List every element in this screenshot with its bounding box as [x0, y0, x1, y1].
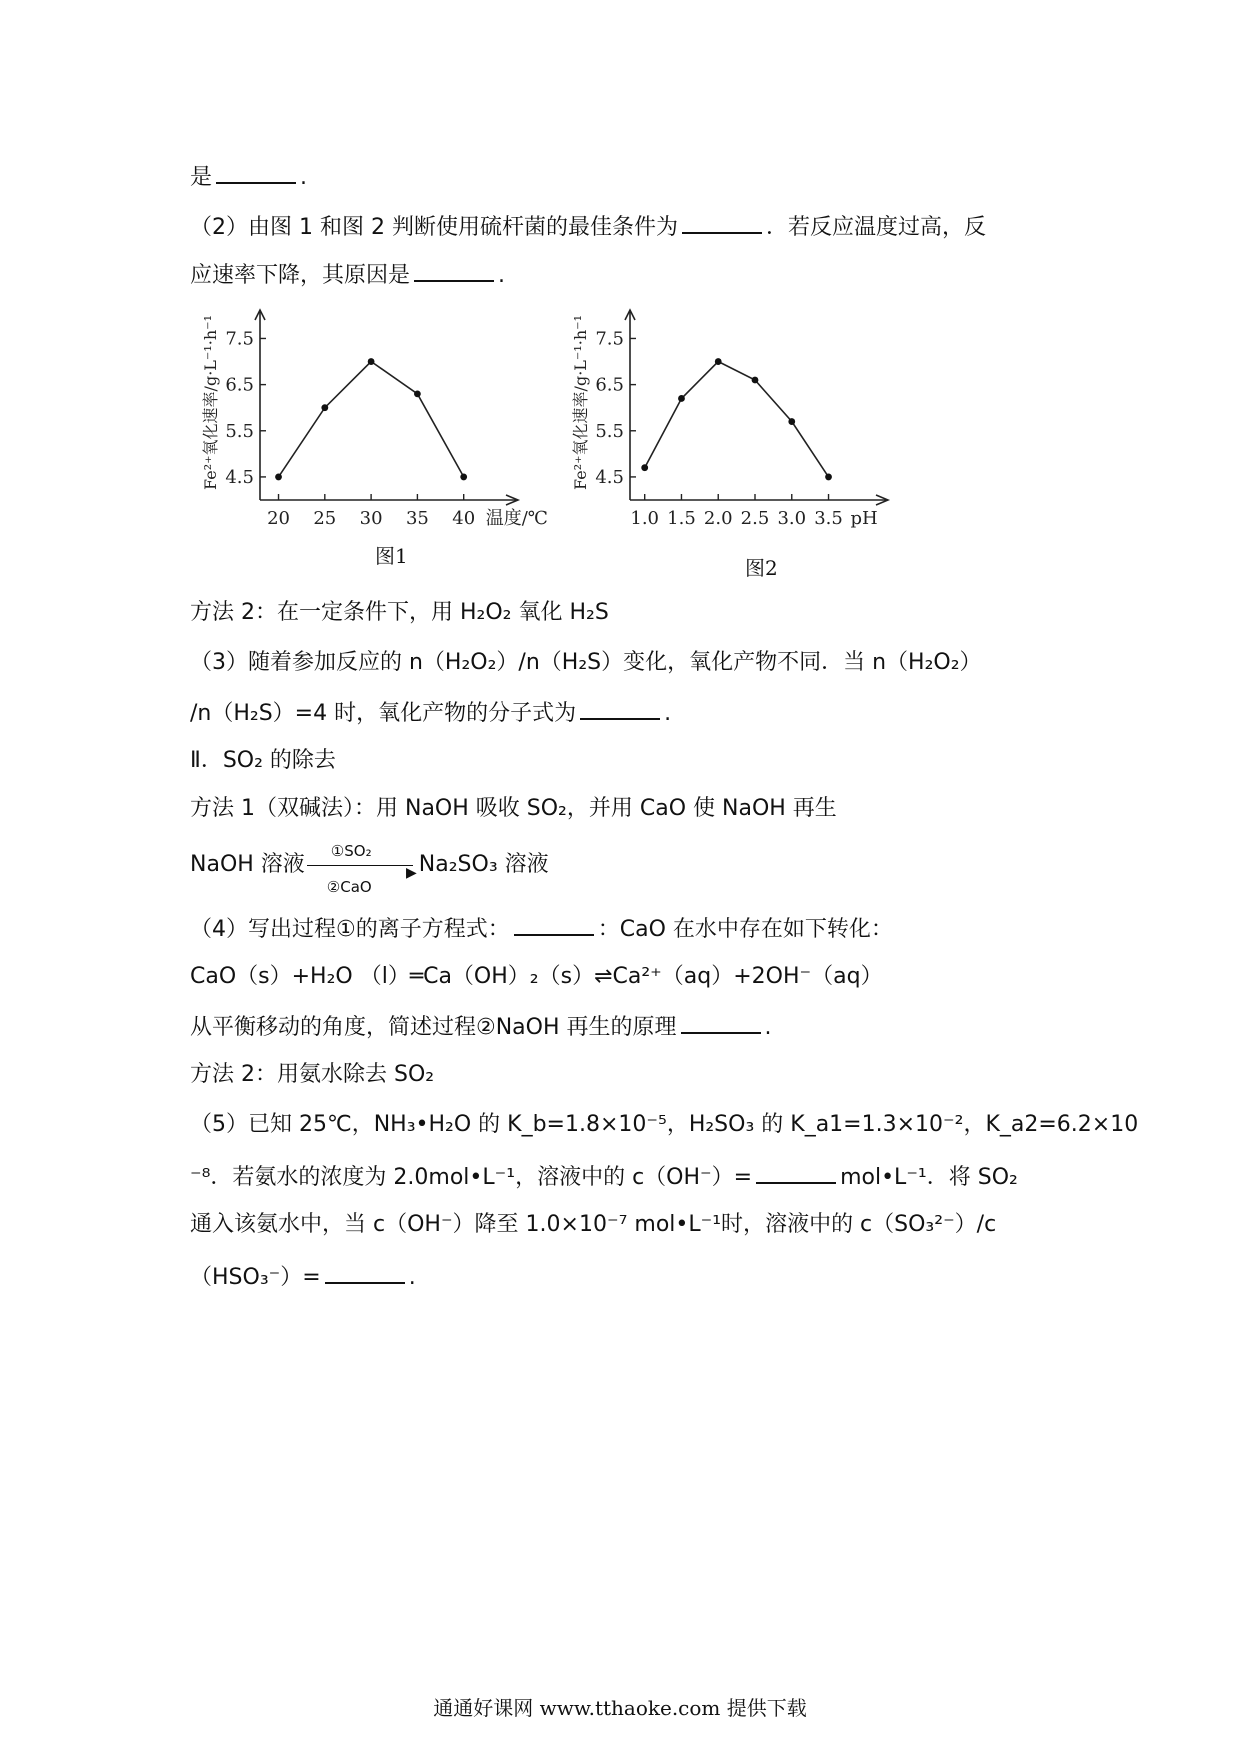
y-tick-label: 7.5	[225, 328, 254, 350]
answer-blank	[756, 1160, 836, 1184]
question-3-line-2	[190, 696, 671, 729]
text-q4a: （4）写出过程①的离子方程式：	[190, 917, 510, 942]
section-2-heading: Ⅱ．SO₂ 的除去	[190, 748, 336, 773]
text-q5d-end: .	[408, 1265, 416, 1290]
text-q2c: 应速率下降，其原因是	[190, 263, 411, 288]
y-axis-label: Fe²⁺氧化速率/g·L⁻¹·h⁻¹	[571, 314, 590, 490]
question-4-line-3	[190, 1010, 772, 1043]
text-q5d: （HSO₃⁻）=	[190, 1265, 321, 1290]
x-tick-label: 35	[405, 508, 429, 529]
y-tick-label: 6.5	[595, 374, 624, 396]
question-2-line-2	[190, 258, 505, 291]
text-q4c-end: .	[764, 1015, 772, 1040]
chart-svg	[190, 310, 548, 540]
y-tick-label: 4.5	[225, 466, 254, 488]
y-tick-label: 6.5	[225, 374, 254, 396]
data-point	[460, 474, 467, 481]
cao-equilibrium-equation: CaO（s）+H₂O （l）═Ca（OH）₂（s）⇌Ca²⁺（aq）+2OH⁻（aq）	[190, 964, 883, 989]
data-point	[678, 395, 685, 402]
text-q2a: （2）由图 1 和图 2 判断使用硫杆菌的最佳条件为	[190, 215, 678, 240]
data-point	[752, 377, 759, 384]
question-5-line-4	[190, 1260, 416, 1293]
text-q3-end: .	[664, 701, 672, 726]
answer-blank	[514, 912, 594, 936]
y-tick-label: 4.5	[595, 466, 624, 488]
text-l1-end: .	[300, 165, 308, 190]
data-point	[788, 418, 795, 425]
question-3-line-1: （3）随着参加反应的 n（H₂O₂）/n（H₂S）变化，氧化产物不同．当 n（H₂O₂）	[190, 650, 982, 675]
data-point	[368, 358, 375, 365]
data-point	[825, 474, 832, 481]
question-5-line-3: 通入该氨水中，当 c（OH⁻）降至 1.0×10⁻⁷ mol•L⁻¹时，溶液中的 c（SO₃²⁻）/c	[190, 1212, 997, 1237]
text-line-1	[190, 160, 307, 193]
page-footer: 通通好课网 www.tthaoke.com 提供下载	[433, 1696, 807, 1720]
x-tick-label: 1.0	[630, 508, 660, 529]
figure-1-chart	[190, 310, 548, 540]
question-5-line-2	[190, 1160, 1018, 1193]
y-tick-label: 7.5	[595, 328, 624, 350]
arrow-shaft	[307, 865, 413, 866]
question-5-line-1: （5）已知 25℃，NH₃•H₂O 的 K_b=1.8×10⁻⁵，H₂SO₃ 的 K_a1=1.3×10⁻²，K_a2=6.2×10	[190, 1112, 1139, 1137]
answer-blank	[325, 1260, 405, 1284]
data-point	[641, 464, 648, 471]
data-point	[275, 474, 282, 481]
y-tick-label: 5.5	[595, 420, 624, 442]
data-point	[414, 390, 421, 397]
answer-blank	[682, 210, 762, 234]
x-tick-label: 25	[313, 508, 337, 529]
answer-blank	[414, 258, 494, 282]
reversible-arrow	[307, 842, 417, 896]
x-tick-label: 3.5	[814, 508, 843, 529]
x-tick-label: 20	[267, 508, 290, 529]
eq-left: NaOH 溶液	[190, 852, 305, 877]
series-line	[279, 362, 464, 477]
text-q5b2: mol•L⁻¹．将 SO₂	[840, 1165, 1018, 1190]
figure-1-caption: 图1	[375, 544, 408, 568]
regeneration-equation	[190, 842, 549, 896]
x-axis-label: pH	[850, 508, 878, 529]
method-2-h2o2: 方法 2：在一定条件下，用 H₂O₂ 氧化 H₂S	[190, 600, 609, 625]
figure-2-chart	[560, 310, 900, 540]
question-2-line-1	[190, 210, 986, 243]
data-point	[715, 358, 722, 365]
x-tick-label: 1.5	[667, 508, 696, 529]
x-axis-label: 温度/℃	[485, 508, 548, 529]
answer-blank	[216, 160, 296, 184]
series-line	[645, 362, 829, 477]
text-q2b: ．若反应温度过高，反	[765, 215, 986, 240]
data-point	[321, 404, 328, 411]
text-q4b: ：CaO 在水中存在如下转化：	[597, 917, 893, 942]
x-tick-label: 2.0	[703, 508, 733, 529]
text-q3b: /n（H₂S）=4 时，氧化产物的分子式为	[190, 701, 577, 726]
answer-blank	[681, 1010, 761, 1034]
eq-right: Na₂SO₃ 溶液	[418, 852, 549, 877]
arrow-head-icon: ▶	[406, 865, 417, 881]
x-tick-label: 30	[359, 508, 383, 529]
x-tick-label: 40	[452, 508, 476, 529]
text-l1: 是	[190, 165, 213, 190]
chart-svg	[560, 310, 900, 540]
y-tick-label: 5.5	[225, 420, 254, 442]
figure-2-caption: 图2	[745, 556, 778, 580]
answer-blank	[580, 696, 660, 720]
arrow-label-above: ①SO₂	[330, 842, 372, 860]
method-1-double-alkali: 方法 1（双碱法）：用 NaOH 吸收 SO₂，并用 CaO 使 NaOH 再生	[190, 796, 837, 821]
text-q2-end: .	[498, 263, 506, 288]
arrow-label-below: ②CaO	[326, 878, 372, 896]
text-q4c: 从平衡移动的角度，简述过程②NaOH 再生的原理	[190, 1015, 677, 1040]
y-axis-label: Fe²⁺氧化速率/g·L⁻¹·h⁻¹	[201, 314, 220, 490]
text-q5b1: ⁻⁸．若氨水的浓度为 2.0mol•L⁻¹，溶液中的 c（OH⁻）=	[190, 1165, 753, 1190]
x-tick-label: 2.5	[740, 508, 770, 529]
question-4-line-1	[190, 912, 893, 945]
x-tick-label: 3.0	[777, 508, 807, 529]
method-2-ammonia: 方法 2：用氨水除去 SO₂	[190, 1062, 435, 1087]
